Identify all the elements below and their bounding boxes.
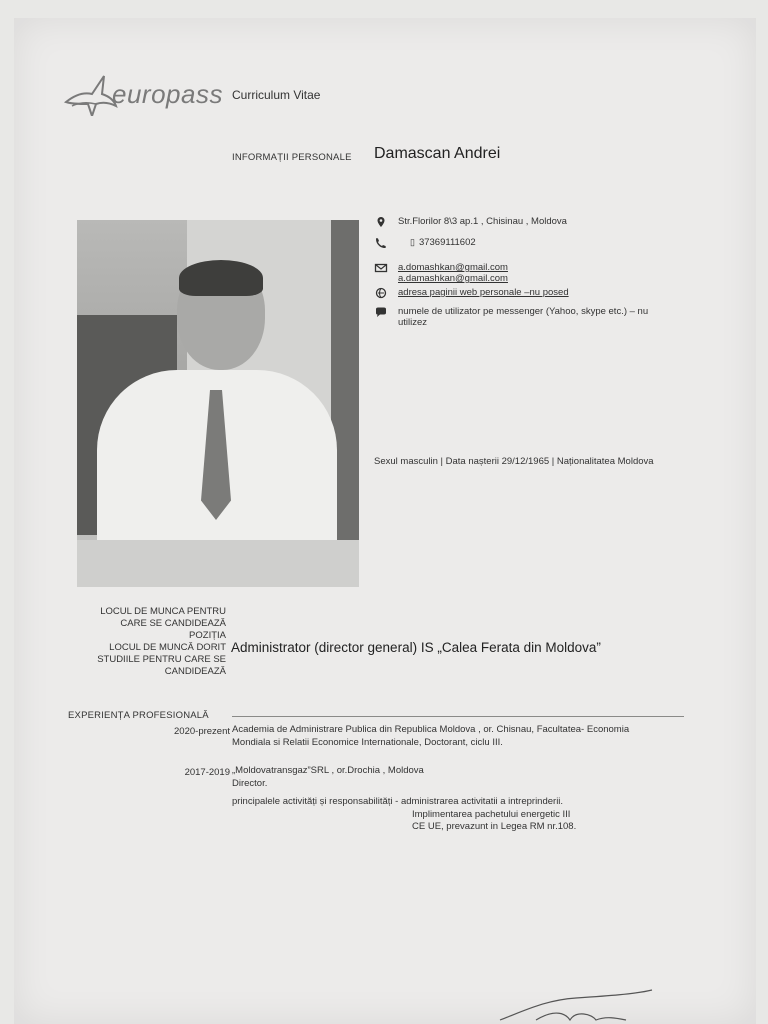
experience-1-line-2: Mondiala si Relatii Economice Internationale, Doctorant, ciclu III. (232, 736, 503, 748)
logo-text: europass (112, 78, 223, 109)
personal-details: Sexul masculin | Data nașterii 29/12/1965 | Naționalitatea Moldova (374, 456, 654, 467)
europass-star-icon (62, 72, 118, 116)
messenger-line-1: numele de utilizator pe messenger (Yahoo, skype etc.) – nu (398, 306, 649, 317)
application-label-line-3: POZIȚIA (189, 630, 226, 641)
experience-2-line-4: Implimentarea pachetului energetic III (412, 808, 571, 820)
signature-mark (496, 980, 656, 1024)
experience-2-line-2: Director. (232, 777, 268, 789)
experience-2-line-3: principalele activități și responsabilități - administrarea activitatii a intreprinderii. (232, 796, 564, 807)
phone-text: 37369111602 (418, 237, 476, 248)
website-row (374, 287, 569, 299)
experience-period-2: 2017-2019 (184, 767, 230, 778)
mobile-icon: ▯ (410, 237, 415, 247)
application-label-line-5: STUDIILE PENTRU CARE SE (97, 654, 226, 665)
personal-info-label: INFORMAȚII PERSONALE (232, 152, 352, 163)
position-title: Administrator (director general) IS „Calea Ferata din Moldova” (231, 640, 601, 655)
application-label (70, 606, 226, 678)
location-pin-icon (374, 216, 388, 228)
web-icon (374, 287, 388, 299)
address-text: Str.Florilor 8\3 ap.1 , Chisinau , Moldova (398, 216, 567, 227)
application-label-line-2: CARE SE CANDIDEAZĂ (120, 618, 226, 629)
email-icon (374, 262, 388, 274)
phone-icon (374, 237, 388, 249)
website-text: adresa paginii web personale –nu posed (398, 287, 569, 298)
experience-2-line-1: „Moldovatransgaz”SRL , or.Drochia , Moldova (232, 765, 424, 776)
experience-period-1: 2020-prezent (174, 726, 230, 737)
section-divider (232, 716, 684, 717)
email-link-2[interactable]: a.damashkan@gmail.com (398, 273, 508, 284)
experience-entry-1 (232, 724, 629, 749)
europass-logo (62, 72, 223, 116)
application-label-line-6: CANDIDEAZĂ (164, 666, 226, 677)
experience-1-line-1: Academia de Administrare Publica din Republica Moldova , or. Chisnau, Facultatea- Economia (232, 724, 630, 735)
messenger-line-2: utilizez (398, 317, 428, 328)
email-row (374, 262, 508, 284)
messenger-row (374, 306, 648, 328)
document-type: Curriculum Vitae (232, 88, 321, 102)
person-name: Damascan Andrei (374, 145, 501, 162)
email-link-1[interactable]: a.domashkan@gmail.com (398, 262, 508, 273)
phone-row (374, 237, 476, 249)
application-label-line-4: LOCUL DE MUNCĂ DORIT (109, 642, 226, 653)
application-label-line-1: LOCUL DE MUNCA PENTRU (100, 606, 226, 617)
address-row (374, 216, 567, 228)
messenger-icon (374, 306, 388, 318)
experience-entry-2 (232, 765, 576, 834)
profile-photo (77, 220, 359, 587)
experience-label: EXPERIENȚA PROFESIONALĂ (68, 710, 209, 721)
experience-2-line-5: CE UE, prevazunt in Legea RM nr.108. (412, 821, 577, 832)
